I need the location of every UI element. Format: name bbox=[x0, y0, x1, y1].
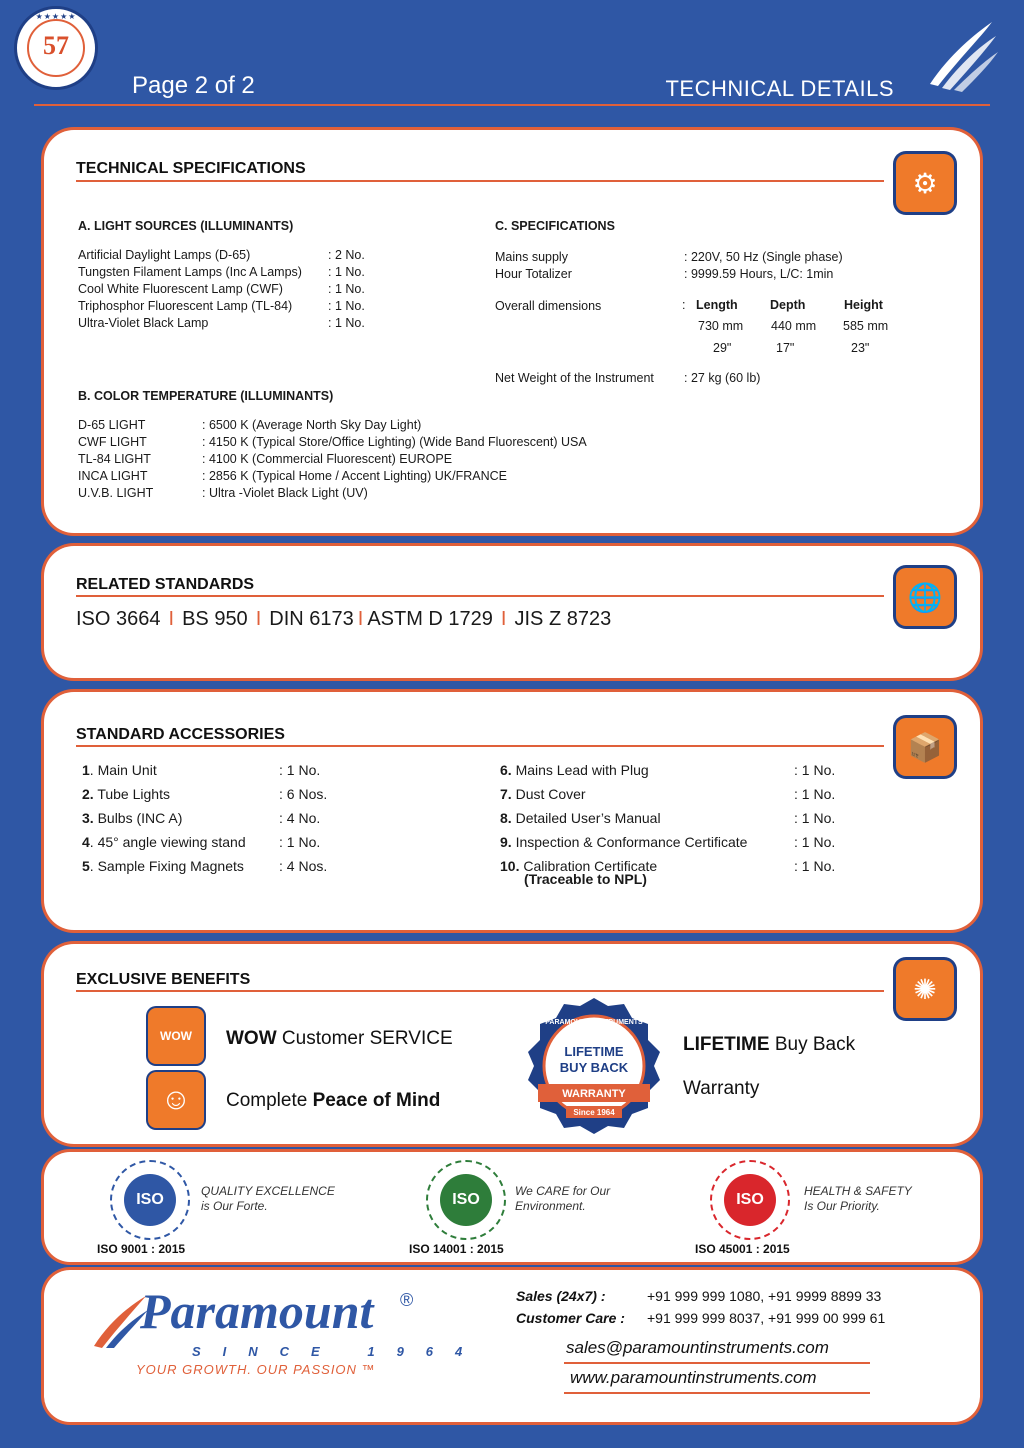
registered-mark: ® bbox=[400, 1290, 414, 1310]
acc-num: 7. bbox=[500, 786, 512, 802]
standard-item: BS 950 bbox=[182, 608, 248, 630]
badge-number: 57 bbox=[43, 31, 69, 60]
acc-num: 5 bbox=[82, 858, 90, 874]
standard-item: ASTM D 1729 bbox=[367, 608, 493, 630]
tech-specs-title: TECHNICAL SPECIFICATIONS bbox=[76, 160, 306, 177]
iso-14001-core: ISO bbox=[440, 1174, 492, 1226]
light-qty: : 1 No. bbox=[328, 282, 365, 296]
standards-rule bbox=[76, 595, 884, 597]
temp-value: : 6500 K (Average North Sky Day Light) bbox=[202, 418, 422, 432]
acc-qty: : 1 No. bbox=[794, 858, 836, 874]
temp-name: CWF LIGHT bbox=[78, 435, 147, 449]
standard-separator: I bbox=[357, 608, 364, 630]
light-name: Cool White Fluorescent Lamp (CWF) bbox=[78, 282, 283, 296]
benefits-title: EXCLUSIVE BENEFITS bbox=[76, 971, 251, 988]
lifetime-rest: Buy Back bbox=[769, 1034, 856, 1055]
sales-label: Sales (24x7) : bbox=[516, 1288, 606, 1304]
table-row bbox=[82, 759, 327, 781]
table-row bbox=[78, 452, 587, 469]
light-qty: : 1 No. bbox=[328, 265, 365, 279]
website-link[interactable]: www.paramountinstruments.com bbox=[570, 1368, 817, 1387]
wow-bold: WOW bbox=[226, 1028, 277, 1049]
dim-in-height: 23" bbox=[851, 341, 870, 355]
light-name: Triphosphor Fluorescent Lamp (TL-84) bbox=[78, 299, 293, 313]
table-row bbox=[78, 248, 365, 265]
care-label: Customer Care : bbox=[516, 1310, 625, 1326]
benefits-card bbox=[44, 944, 980, 1144]
sparkle-star-icon: ✺ bbox=[896, 960, 954, 1018]
open-box-icon: 📦 bbox=[896, 718, 954, 776]
acc-name: Mains Lead with Plug bbox=[511, 762, 649, 778]
dim-in-length: 29" bbox=[713, 341, 732, 355]
temp-value: : 4150 K (Typical Store/Office Lighting) (Wide Band Fluorescent) USA bbox=[202, 435, 587, 449]
accessories-right-table bbox=[498, 757, 837, 879]
acc-num: 10. bbox=[500, 858, 520, 874]
dimensions-label: Overall dimensions bbox=[495, 299, 602, 313]
light-name: Artificial Daylight Lamps (D-65) bbox=[78, 248, 251, 262]
standard-item: ISO 3664 bbox=[76, 608, 161, 630]
specifications-heading: C. SPECIFICATIONS bbox=[495, 219, 615, 233]
iso-45001-seal-icon bbox=[710, 1160, 790, 1240]
iso-45001-core: ISO bbox=[724, 1174, 776, 1226]
table-row bbox=[500, 807, 835, 829]
acc-name: Detailed User’s Manual bbox=[511, 810, 661, 826]
iso-14001-standard: ISO 14001 : 2015 bbox=[409, 1242, 504, 1256]
acc-qty: : 6 Nos. bbox=[279, 786, 328, 802]
table-row bbox=[78, 282, 365, 299]
peace-plain: Complete bbox=[226, 1090, 313, 1111]
weight-value: : 27 kg (60 lb) bbox=[684, 371, 761, 385]
iso-45001-line2: Is Our Priority. bbox=[804, 1199, 880, 1213]
acc-name: Inspection & Conformance Certificate bbox=[511, 834, 748, 850]
seal-ribbon: WARRANTY bbox=[562, 1088, 626, 1100]
light-qty: : 1 No. bbox=[328, 299, 365, 313]
temp-name: U.V.B. LIGHT bbox=[78, 486, 154, 500]
table-row bbox=[82, 807, 327, 829]
acc-qty: : 4 No. bbox=[279, 810, 321, 826]
light-qty: : 1 No. bbox=[328, 316, 365, 330]
iso-9001-line2: is Our Forte. bbox=[201, 1199, 268, 1213]
accessories-title: STANDARD ACCESSORIES bbox=[76, 726, 285, 743]
iso-14001-line2: Environment. bbox=[515, 1199, 586, 1213]
dim-header-length: Length bbox=[696, 298, 738, 312]
acc-num: 9. bbox=[500, 834, 512, 850]
swoosh-logo-icon bbox=[920, 14, 1000, 94]
accessories-card bbox=[44, 692, 980, 930]
standards-list bbox=[76, 608, 611, 631]
wow-rest: Customer SERVICE bbox=[276, 1028, 453, 1049]
temp-name: TL-84 LIGHT bbox=[78, 452, 151, 466]
sales-phones[interactable]: +91 999 999 1080, +91 9999 8899 33 bbox=[647, 1288, 882, 1304]
iso-certifications bbox=[44, 1152, 980, 1262]
temp-name: INCA LIGHT bbox=[78, 469, 148, 483]
contact-footer bbox=[44, 1270, 980, 1422]
lifetime-benefit bbox=[683, 1034, 855, 1056]
tech-specs-rule bbox=[76, 180, 884, 182]
table-row bbox=[500, 783, 835, 805]
weight-label: Net Weight of the Instrument bbox=[495, 371, 654, 385]
standard-separator: I bbox=[168, 608, 175, 630]
color-temp-table bbox=[78, 418, 587, 503]
acc-qty: : 1 No. bbox=[279, 762, 321, 778]
light-name: Ultra-Violet Black Lamp bbox=[78, 316, 209, 330]
iso-45001-line1: HEALTH & SAFETY bbox=[804, 1184, 912, 1198]
standards-title: RELATED STANDARDS bbox=[76, 576, 255, 593]
acc-name: Calibration Certificate bbox=[519, 858, 658, 874]
acc-name: . Main Unit bbox=[89, 762, 157, 778]
iso-9001-standard: ISO 9001 : 2015 bbox=[97, 1242, 186, 1256]
table-row bbox=[82, 855, 327, 877]
header-rule bbox=[34, 104, 990, 106]
benefits-rule bbox=[76, 990, 884, 992]
table-row bbox=[500, 759, 835, 781]
temp-value: : 4100 K (Commercial Fluorescent) EUROPE bbox=[202, 452, 453, 466]
light-sources-table bbox=[78, 248, 365, 333]
page-number: Page 2 of 2 bbox=[132, 72, 255, 99]
seal-since: Since 1964 bbox=[573, 1108, 615, 1117]
iso-9001-core: ISO bbox=[124, 1174, 176, 1226]
standard-item: JIS Z 8723 bbox=[514, 608, 612, 630]
dim-mm-length: 730 mm bbox=[698, 319, 744, 333]
dim-mm-depth: 440 mm bbox=[771, 319, 817, 333]
acc-num: 8. bbox=[500, 810, 512, 826]
iso-45001-tagline bbox=[804, 1184, 912, 1214]
lifetime-buyback-seal-icon bbox=[524, 996, 664, 1136]
wow-benefit bbox=[226, 1028, 453, 1050]
table-row bbox=[82, 831, 327, 853]
acc-name: . 45° angle viewing stand bbox=[89, 834, 246, 850]
totalizer-value: : 9999.59 Hours, L/C: 1min bbox=[684, 267, 834, 281]
iso-14001-line1: We CARE for Our bbox=[515, 1184, 611, 1198]
iso-9001-tagline bbox=[201, 1184, 335, 1214]
email-link[interactable]: sales@paramountinstruments.com bbox=[566, 1338, 829, 1357]
anniversary-badge bbox=[14, 6, 98, 90]
dim-header-height: Height bbox=[844, 298, 883, 312]
table-row bbox=[78, 265, 365, 282]
table-row bbox=[78, 469, 587, 486]
totalizer-label: Hour Totalizer bbox=[495, 267, 572, 281]
acc-qty: : 1 No. bbox=[794, 786, 836, 802]
standards-card bbox=[44, 546, 980, 678]
iso-9001-line1: QUALITY EXCELLENCE bbox=[201, 1184, 335, 1198]
acc-name: Bulbs (INC A) bbox=[93, 810, 183, 826]
acc-qty: : 1 No. bbox=[279, 834, 321, 850]
light-name: Tungsten Filament Lamps (Inc A Lamps) bbox=[78, 265, 302, 279]
temp-name: D-65 LIGHT bbox=[78, 418, 146, 432]
wow-icon bbox=[148, 1008, 204, 1064]
brand-since: SINCE 1964 bbox=[192, 1344, 485, 1359]
acc-num: 3. bbox=[82, 810, 94, 826]
color-temp-heading: B. COLOR TEMPERATURE (ILLUMINANTS) bbox=[78, 389, 334, 403]
mains-label: Mains supply bbox=[495, 250, 568, 264]
brand-name: Paramount bbox=[140, 1283, 374, 1339]
dim-in-depth: 17" bbox=[776, 341, 795, 355]
table-row bbox=[78, 299, 365, 316]
mains-value: : 220V, 50 Hz (Single phase) bbox=[684, 250, 843, 264]
table-row bbox=[78, 316, 365, 333]
dim-header-depth: Depth bbox=[770, 298, 806, 312]
standard-item: DIN 6173 bbox=[269, 608, 354, 630]
badge-stars: ★★★★★ bbox=[35, 12, 77, 21]
dimensions-colon: : bbox=[682, 298, 686, 312]
globe-icon: 🌐 bbox=[896, 568, 954, 626]
peace-benefit bbox=[226, 1090, 440, 1112]
table-row bbox=[78, 435, 587, 452]
acc-name: . Sample Fixing Magnets bbox=[89, 858, 244, 874]
table-row bbox=[500, 831, 835, 853]
acc-qty: : 1 No. bbox=[794, 810, 836, 826]
email-rule bbox=[564, 1362, 870, 1364]
acc-qty: : 4 Nos. bbox=[279, 858, 328, 874]
seal-line2: BUY BACK bbox=[559, 1060, 629, 1075]
acc-num: 6. bbox=[500, 762, 512, 778]
tech-specs-card bbox=[44, 130, 980, 533]
lifetime-bold: LIFETIME bbox=[683, 1034, 770, 1055]
temp-value: : 2856 K (Typical Home / Accent Lighting) UK/FRANCE bbox=[202, 469, 507, 483]
peace-bold: Peace of Mind bbox=[312, 1090, 441, 1111]
acc-name: Dust Cover bbox=[511, 786, 586, 802]
acc-num: 2. bbox=[82, 786, 94, 802]
acc-qty: : 1 No. bbox=[794, 762, 836, 778]
iso-14001-seal-icon bbox=[426, 1160, 506, 1240]
acc-name: Tube Lights bbox=[93, 786, 170, 802]
head-mind-icon: ☺ bbox=[148, 1072, 204, 1128]
light-sources-heading: A. LIGHT SOURCES (ILLUMINANTS) bbox=[78, 219, 294, 233]
wrench-gear-icon: ⚙ bbox=[896, 154, 954, 212]
standard-separator: I bbox=[255, 608, 262, 630]
accessories-left-table bbox=[80, 757, 329, 879]
section-title: TECHNICAL DETAILS bbox=[665, 76, 894, 101]
table-row bbox=[78, 418, 587, 435]
table-row bbox=[78, 486, 587, 503]
warranty-text: Warranty bbox=[683, 1078, 760, 1099]
seal-top-text: PARAMOUNT INSTRUMENTS bbox=[545, 1019, 643, 1026]
iso-9001-seal-icon bbox=[110, 1160, 190, 1240]
wow-icon-label: WOW bbox=[160, 1029, 192, 1043]
acc-num: 1 bbox=[82, 762, 90, 778]
dim-mm-height: 585 mm bbox=[843, 319, 889, 333]
accessories-rule bbox=[76, 745, 884, 747]
light-qty: : 2 No. bbox=[328, 248, 365, 262]
npl-note: (Traceable to NPL) bbox=[524, 871, 647, 887]
acc-num: 4 bbox=[82, 834, 90, 850]
standard-separator: I bbox=[500, 608, 507, 630]
acc-qty: : 1 No. bbox=[794, 834, 836, 850]
iso-14001-tagline bbox=[515, 1184, 610, 1214]
table-row bbox=[82, 783, 327, 805]
website-rule bbox=[564, 1392, 870, 1394]
temp-value: : Ultra -Violet Black Light (UV) bbox=[202, 486, 368, 500]
iso-45001-standard: ISO 45001 : 2015 bbox=[695, 1242, 790, 1256]
seal-line1: LIFETIME bbox=[564, 1044, 624, 1059]
care-phones[interactable]: +91 999 999 8037, +91 999 00 999 61 bbox=[647, 1310, 886, 1326]
brand-tagline: YOUR GROWTH. OUR PASSION ™ bbox=[136, 1362, 376, 1377]
